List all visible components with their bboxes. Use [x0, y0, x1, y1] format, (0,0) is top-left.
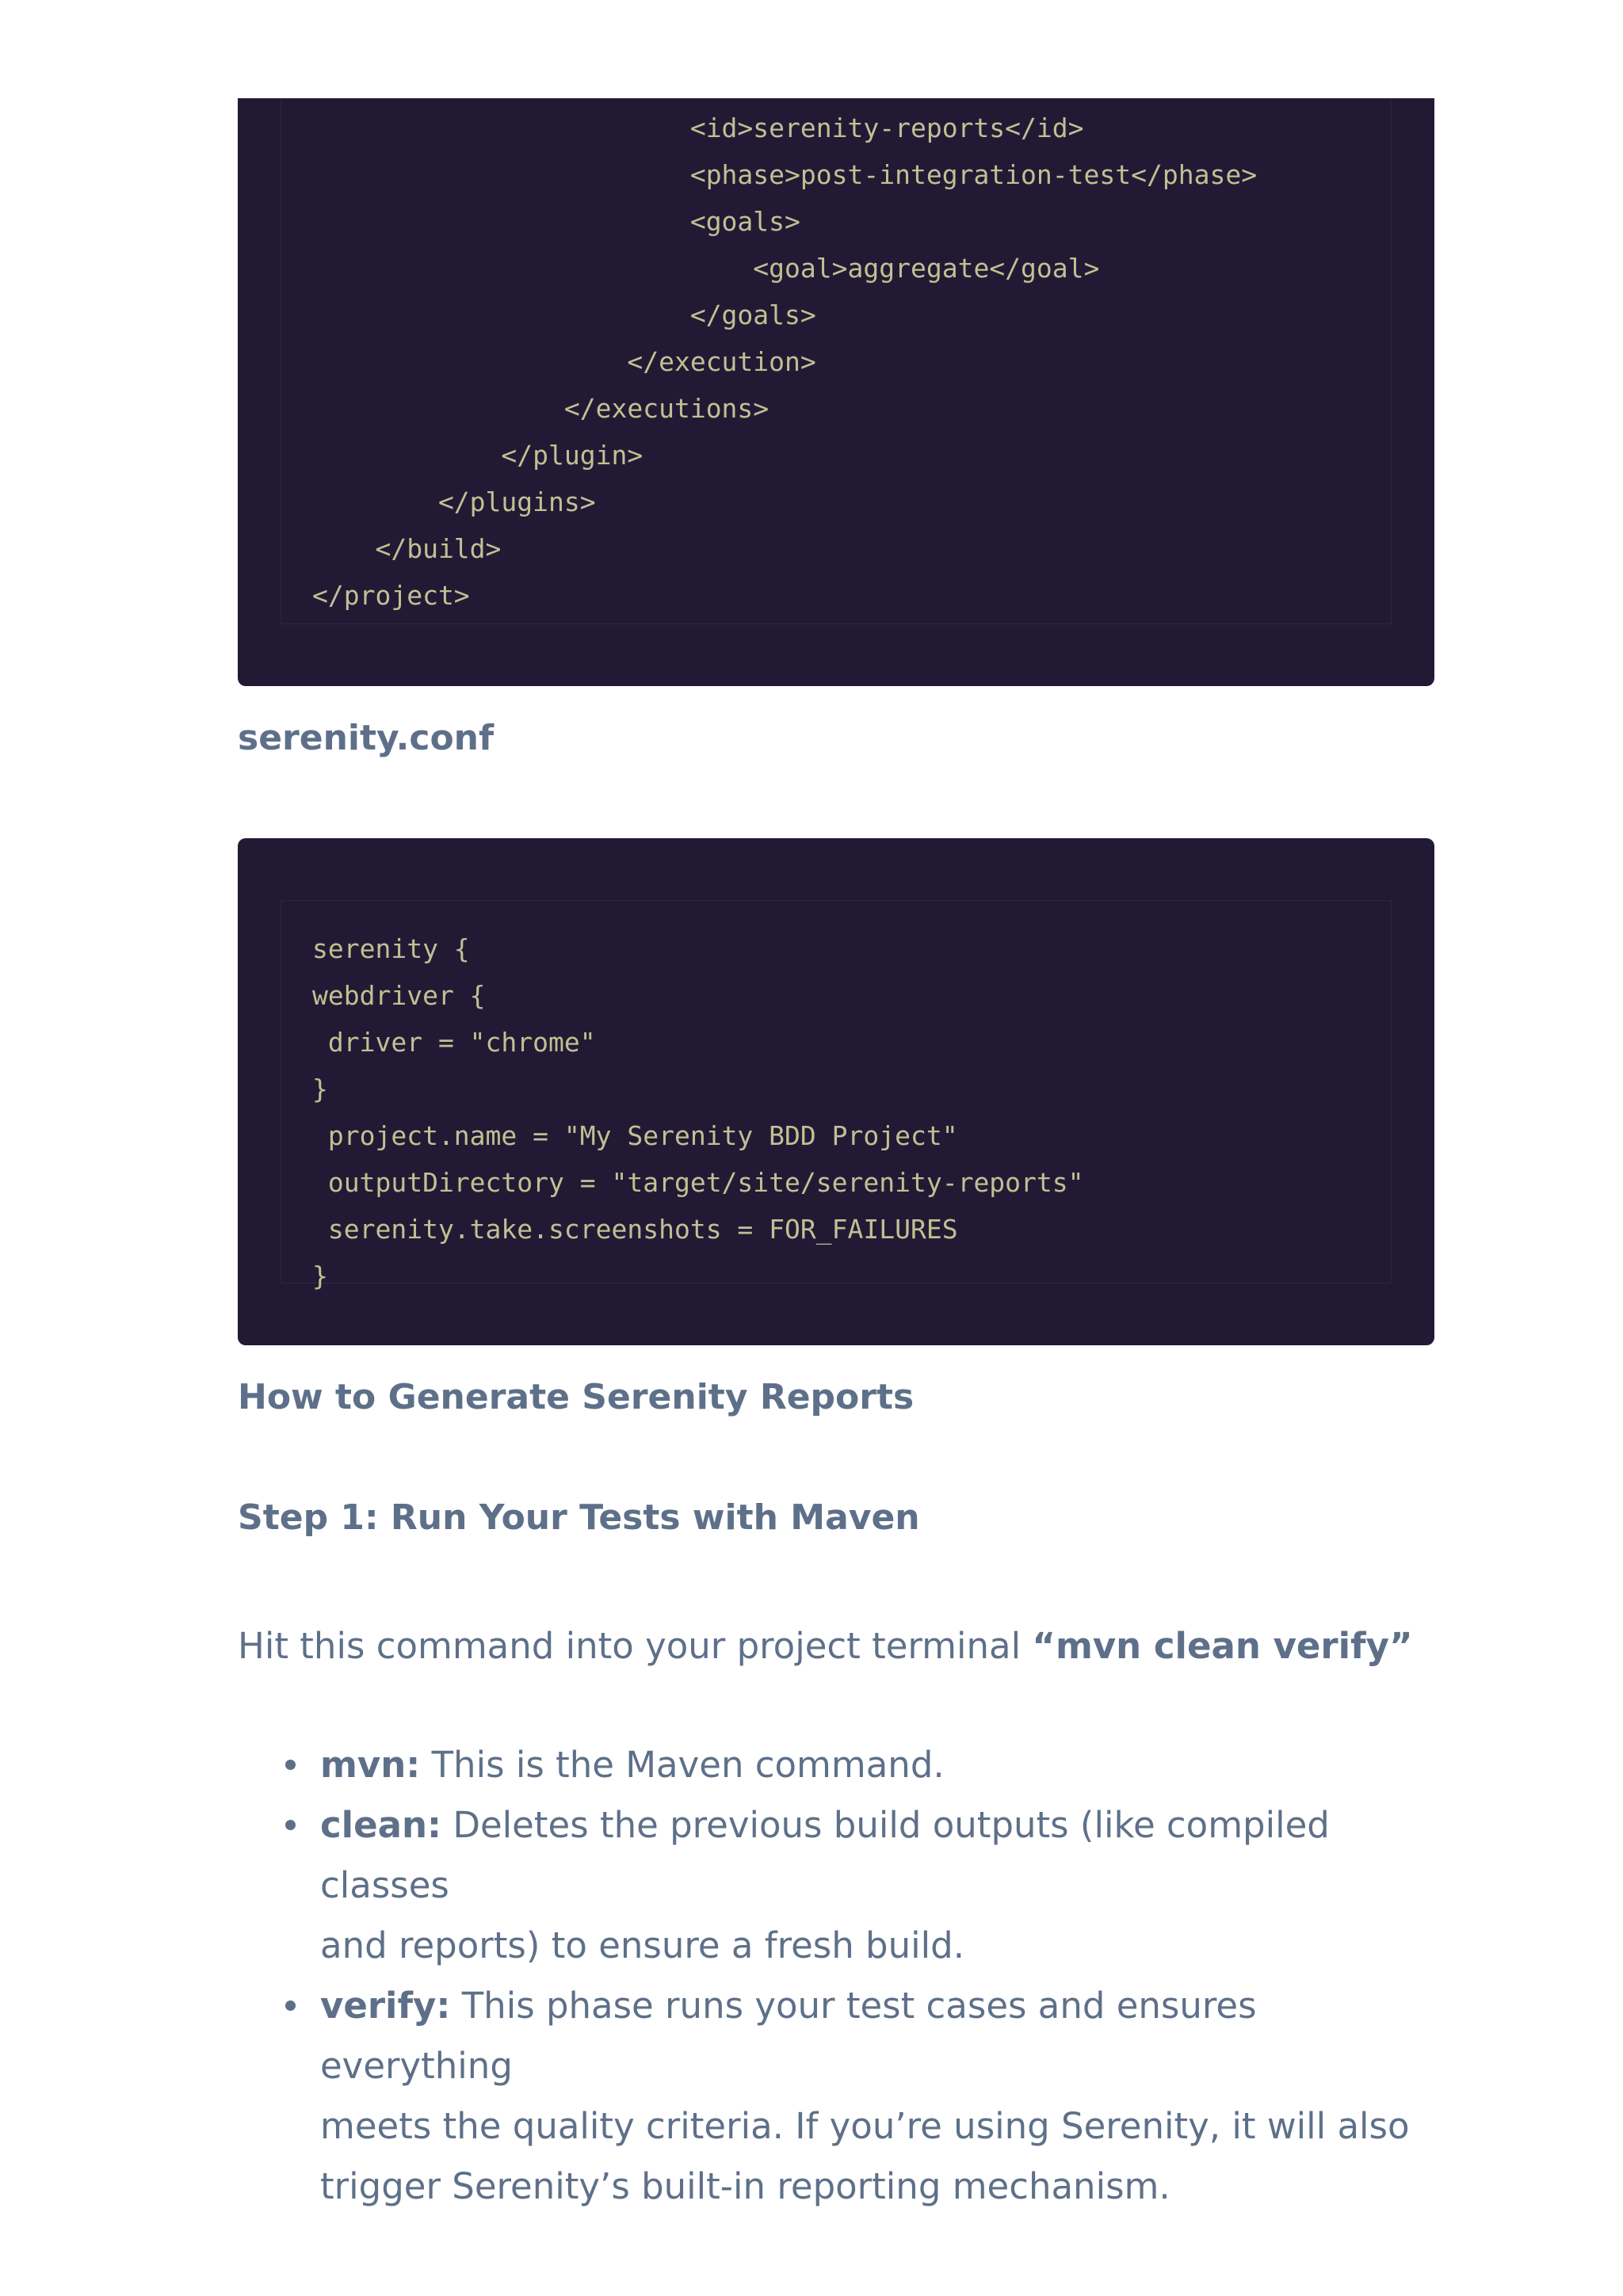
- bullet-text: This phase runs your test cases and ensures everything: [320, 1985, 1257, 2087]
- code-line: }: [312, 1261, 328, 1291]
- bullet-icon: [285, 2000, 296, 2011]
- code-line: <goals>: [312, 206, 800, 237]
- section-heading: How to Generate Serenity Reports: [238, 1377, 915, 1417]
- code-line: </goals>: [312, 299, 816, 330]
- code-line: </plugin>: [312, 440, 643, 471]
- bullet-icon: [285, 1760, 296, 1770]
- code-line: </project>: [312, 580, 470, 611]
- list-item: [320, 1735, 1434, 1795]
- code-line: serenity.take.screenshots = FOR_FAILURES: [312, 1214, 958, 1245]
- code-line: </plugins>: [312, 486, 596, 517]
- conf-code: [312, 925, 1084, 1299]
- code-line: webdriver {: [312, 980, 486, 1011]
- list-item: [320, 1795, 1434, 1976]
- code-line: </build>: [312, 533, 502, 564]
- bullet-icon: [285, 1820, 296, 1830]
- intro-paragraph: [238, 1616, 1413, 1676]
- bullet-list: [238, 1735, 1434, 2217]
- intro-text: Hit this command into your project terminal: [238, 1625, 1033, 1667]
- pom-code: [312, 105, 1257, 619]
- bullet-text: Deletes the previous build outputs (like compiled classes: [320, 1804, 1330, 1906]
- step-heading: Step 1: Run Your Tests with Maven: [238, 1497, 920, 1538]
- code-line: </execution>: [312, 346, 816, 377]
- code-line: <goal>aggregate</goal>: [312, 253, 1100, 284]
- code-line: serenity {: [312, 933, 470, 964]
- bullet-text: This is the Maven command.: [420, 1744, 945, 1786]
- list-item: [320, 1976, 1434, 2217]
- bullet-text: trigger Serenity’s built-in reporting mechanism.: [320, 2165, 1170, 2207]
- pom-code-block: [238, 98, 1434, 686]
- code-line: driver = "chrome": [312, 1027, 596, 1058]
- bullet-term: clean:: [320, 1804, 442, 1846]
- code-line: outputDirectory = "target/site/serenity-reports": [312, 1167, 1084, 1198]
- conf-code-block: [238, 838, 1434, 1345]
- code-line: project.name = "My Serenity BDD Project": [312, 1120, 958, 1151]
- bullet-text: meets the quality criteria. If you’re using Serenity, it will also: [320, 2105, 1410, 2147]
- bullet-term: verify:: [320, 1985, 451, 2027]
- code-line: }: [312, 1074, 328, 1104]
- code-line: </executions>: [312, 393, 769, 424]
- code-line: <id>serenity-reports</id>: [312, 113, 1084, 143]
- bullet-term: mvn:: [320, 1744, 421, 1786]
- command-text: “mvn clean verify”: [1032, 1625, 1413, 1667]
- conf-heading: serenity.conf: [238, 718, 495, 758]
- code-line: <phase>post-integration-test</phase>: [312, 159, 1258, 190]
- bullet-text: and reports) to ensure a fresh build.: [320, 1924, 965, 1966]
